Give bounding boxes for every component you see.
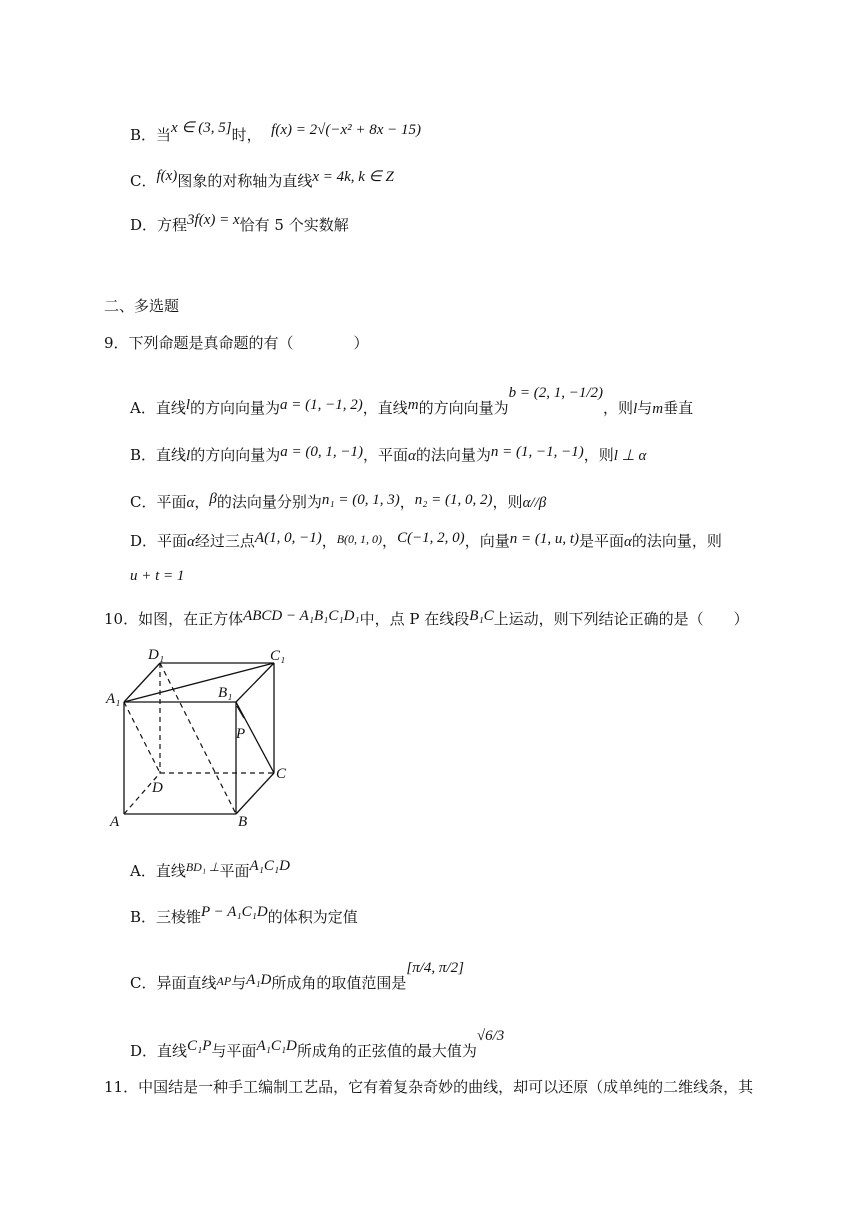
q9-option-c: C．平面α，β的法向量分别为n₁ = (0, 1, 3)，n₂ = (1, 0, 2)，则α//β [130,491,547,511]
math-expr: n = (1, −1, −1) [490,444,584,460]
q8-option-b: B．当x ∈ (3, 5]时， f(x) = 2√(−x² + 8x − 15) [130,120,421,144]
math-expr: f(x) [156,168,178,184]
q10-option-b: B．三棱锥P − A₁C₁D的体积为定值 [130,904,358,926]
math-expr: b = (2, 1, −1/2) [508,385,604,401]
math-expr: x ∈ (3, 5] [171,120,232,136]
math-expr: C₁P [187,1038,212,1054]
label-B1: B₁ [218,685,233,701]
q9-option-d: D．平面α经过三点A(1, 0, −1)，$^{B(0, 1, 0)}$，C(−1, 2, 0)，向量n = (1, u, t)是平面α的法向量，则 [130,530,722,550]
section-heading: 二、多选题 [104,297,180,315]
math-expr: A(1, 0, −1) [254,530,322,546]
math-expr: x = 4k, k ∈ Z [312,169,394,185]
q9-option-b: B．直线l的方向向量为a = (0, 1, −1)，平面α的法向量为n = (1, −1, −1)，则l ⊥ α [130,444,647,464]
math-expr: n = (1, u, t) [509,531,579,547]
label-A: A [110,814,120,830]
math-expr: u + t = 1 [130,568,185,584]
label-C1: C₁ [270,648,286,664]
math-expr: A₁C₁D [256,1038,297,1054]
math-expr: n₂ = (1, 0, 2) [414,492,493,508]
math-expr: f(x) = 2√(−x² + 8x − 15) [271,122,421,138]
math-expr: AP [216,974,232,988]
math-expr: 3f(x) = x [187,212,240,228]
q9-option-a: A．直线l的方向向量为a = (1, −1, 2)，直线m的方向向量为b = (2, 1, −1/2)，则l与m垂直 [130,385,694,417]
q8-option-c: C．f(x)图象的对称轴为直线x = 4k, k ∈ Z [130,168,394,190]
q10-option-a: A．直线$^{BD_1 \perp}$平面A₁C₁D [130,858,290,880]
math-expr: α//β [522,495,547,511]
math-expr: P − A₁C₁D [201,904,268,920]
math-expr: [π/4, π/2] [406,960,464,976]
q9-option-d-cont [130,566,184,585]
label-D1: D₁ [148,647,165,663]
label-A1: A₁ [106,691,121,707]
math-expr: a = (0, 1, −1) [280,444,363,460]
math-expr: BD₁ ⊥ [185,860,220,874]
math-expr: a = (1, −1, 2) [280,397,363,413]
q9-stem: 9．下列命题是真命题的有（ ） [104,334,369,352]
math-expr: B(0, 1, 0) [336,532,383,546]
math-expr: √6/3 [476,1028,505,1044]
math-expr: A₁D [246,972,272,988]
q10-stem: 10．如图，在正方体ABCD − A₁B₁C₁D₁中，点 P 在线段B₁C上运动，则下列结论正确的是（ ） [104,608,749,628]
math-expr: n₁ = (0, 1, 3) [321,492,400,508]
q10-option-c: C．异面直线$^{AP}$与A₁D所成角的取值范围是[π/4, π/2] [130,960,464,992]
math-expr: ABCD − A₁B₁C₁D₁ [243,608,360,624]
label-P: P [236,726,246,742]
math-expr: l ⊥ α [613,448,647,464]
math-expr: C(−1, 2, 0) [397,530,465,546]
q11-stem: 11．中国结是一种手工编制工艺品，它有着复杂奇妙的曲线，却可以还原（成单纯的二维线条，其 [104,1078,754,1096]
q10-option-d: D．直线C₁P与平面A₁C₁D所成角的正弦值的最大值为√6/3 [130,1028,505,1060]
q8-option-d: D．方程3f(x) = x恰有 5 个实数解 [130,212,349,234]
label-C: C [276,766,287,782]
math-expr: B₁C [469,608,494,624]
label-B: B [238,814,248,830]
math-expr: A₁C₁D [249,858,290,874]
label-D: D [152,780,163,796]
